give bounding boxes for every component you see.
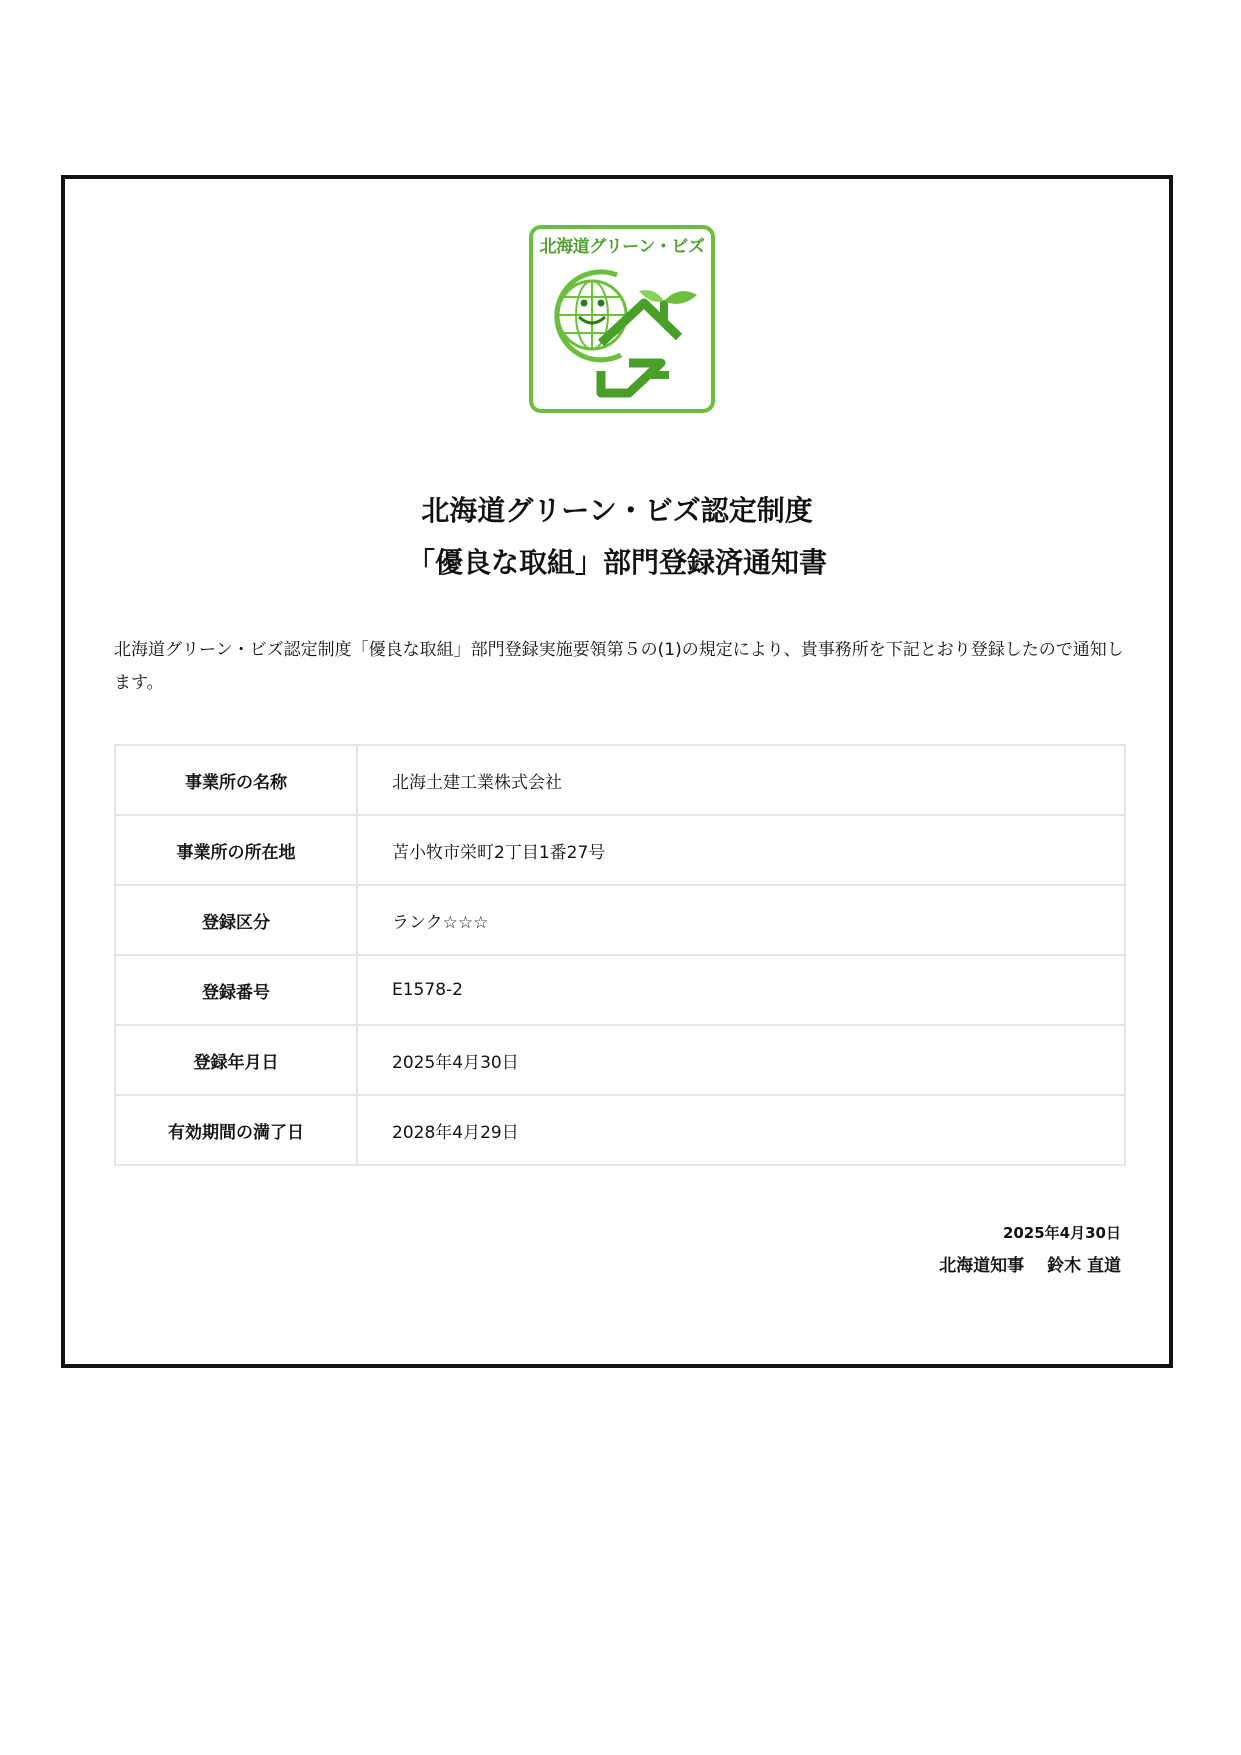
row-value: ランク☆☆☆ <box>357 885 1125 955</box>
green-biz-logo <box>529 225 715 413</box>
row-label: 登録番号 <box>115 955 357 1025</box>
table-row <box>115 955 1125 1025</box>
row-value: E1578-2 <box>357 955 1125 1025</box>
certificate-frame <box>61 175 1173 1368</box>
row-value: 2028年4月29日 <box>357 1095 1125 1165</box>
table-row <box>115 1095 1125 1165</box>
table-row <box>115 1025 1125 1095</box>
issue-date: 2025年4月30日 <box>1002 1224 1121 1242</box>
row-label: 事業所の名称 <box>115 745 357 815</box>
document-title-line2: 「優良な取組」部門登録済通知書 <box>406 546 827 579</box>
row-value: 苫小牧市栄町2丁目1番27号 <box>357 815 1125 885</box>
row-label: 登録年月日 <box>115 1025 357 1095</box>
registration-info-table <box>114 744 1126 1166</box>
governor-signature: 北海道知事 鈴木 直道 <box>939 1256 1121 1276</box>
row-label: 登録区分 <box>115 885 357 955</box>
row-label: 有効期間の満了日 <box>115 1095 357 1165</box>
table-row <box>115 745 1125 815</box>
row-label: 事業所の所在地 <box>115 815 357 885</box>
document-title-line1: 北海道グリーン・ビズ認定制度 <box>421 494 813 527</box>
table-row <box>115 815 1125 885</box>
intro-paragraph: 北海道グリーン・ビズ認定制度「優良な取組」部門登録実施要領第５の(1)の規定により、貴事務所を下記とおり登録したので通知します。 <box>114 640 1124 693</box>
row-value: 北海土建工業株式会社 <box>357 745 1125 815</box>
logo-text: 北海道グリーン・ビズ <box>539 237 705 257</box>
table-row <box>115 885 1125 955</box>
row-value: 2025年4月30日 <box>357 1025 1125 1095</box>
